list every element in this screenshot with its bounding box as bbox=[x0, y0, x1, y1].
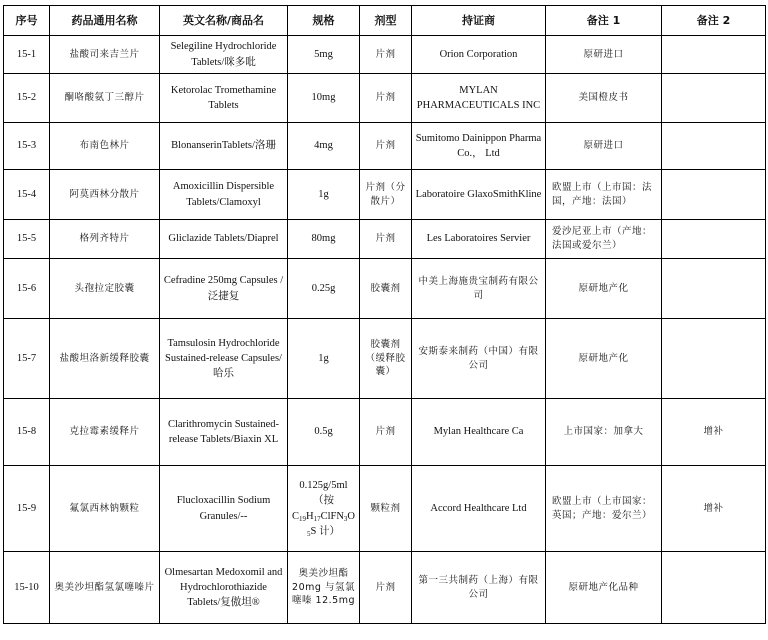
cell-spec: 奥美沙坦酯 20mg 与氢氯噻嗪 12.5mg bbox=[288, 552, 360, 624]
cell-spec: 10mg bbox=[288, 74, 360, 123]
cell-note-1: 原研进口 bbox=[546, 123, 662, 170]
cell-holder: Sumitomo Dainippon Pharma Co.， Ltd bbox=[412, 123, 546, 170]
table-row bbox=[4, 552, 766, 624]
cell-index: 15-5 bbox=[4, 220, 50, 259]
cell-note-2 bbox=[662, 259, 766, 319]
cell-generic-name: 氟氯西林钠颗粒 bbox=[50, 466, 160, 552]
cell-english-name: Cefradine 250mg Capsules /泛捷复 bbox=[160, 259, 288, 319]
cell-index: 15-9 bbox=[4, 466, 50, 552]
cell-holder: MYLAN PHARMACEUTICALS INC bbox=[412, 74, 546, 123]
cell-note-1: 爱沙尼亚上市（产地：法国或爱尔兰） bbox=[546, 220, 662, 259]
cell-spec: 0.125g/5ml（按 $C_{19}H_{17}ClFN_3O_5S$ 计） bbox=[288, 466, 360, 552]
cell-english-name: Tamsulosin Hydrochloride Sustained-release Capsules/哈乐 bbox=[160, 319, 288, 399]
cell-note-1: 原研地产化 bbox=[546, 319, 662, 399]
cell-generic-name: 奥美沙坦酯氢氯噻嗪片 bbox=[50, 552, 160, 624]
cell-note-1: 原研进口 bbox=[546, 36, 662, 74]
cell-generic-name: 盐酸司来吉兰片 bbox=[50, 36, 160, 74]
cell-spec: 80mg bbox=[288, 220, 360, 259]
cell-dosage-form: 片剂 bbox=[360, 123, 412, 170]
cell-english-name: Selegiline Hydrochloride Tablets/咪多吡 bbox=[160, 36, 288, 74]
cell-note-2 bbox=[662, 36, 766, 74]
cell-index: 15-1 bbox=[4, 36, 50, 74]
cell-english-name: Olmesartan Medoxomil and Hydrochlorothiazide Tablets/复傲坦® bbox=[160, 552, 288, 624]
cell-note-2 bbox=[662, 552, 766, 624]
cell-dosage-form: 片剂 bbox=[360, 74, 412, 123]
table-row bbox=[4, 466, 766, 552]
cell-note-2 bbox=[662, 170, 766, 220]
cell-generic-name: 布南色林片 bbox=[50, 123, 160, 170]
cell-dosage-form: 胶囊剂 bbox=[360, 259, 412, 319]
cell-note-1: 上市国家：加拿大 bbox=[546, 399, 662, 466]
table-row bbox=[4, 220, 766, 259]
cell-note-1: 原研地产化 bbox=[546, 259, 662, 319]
cell-english-name: Ketorolac Tromethamine Tablets bbox=[160, 74, 288, 123]
cell-generic-name: 阿莫西林分散片 bbox=[50, 170, 160, 220]
cell-holder: 安斯泰来制药（中国）有限公司 bbox=[412, 319, 546, 399]
header-spec: 规格 bbox=[288, 6, 360, 36]
cell-spec: 4mg bbox=[288, 123, 360, 170]
header-dosage-form: 剂型 bbox=[360, 6, 412, 36]
cell-holder: 中美上海施贵宝制药有限公司 bbox=[412, 259, 546, 319]
table-row bbox=[4, 74, 766, 123]
cell-generic-name: 头孢拉定胶囊 bbox=[50, 259, 160, 319]
cell-note-1: 欧盟上市（上市国家：英国；产地：爱尔兰） bbox=[546, 466, 662, 552]
cell-note-2 bbox=[662, 220, 766, 259]
header-english-name: 英文名称/商品名 bbox=[160, 6, 288, 36]
cell-spec: 0.5g bbox=[288, 399, 360, 466]
cell-index: 15-8 bbox=[4, 399, 50, 466]
cell-dosage-form: 片剂 bbox=[360, 220, 412, 259]
header-holder: 持证商 bbox=[412, 6, 546, 36]
cell-note-2: 增补 bbox=[662, 466, 766, 552]
cell-dosage-form: 片剂 bbox=[360, 36, 412, 74]
table-row bbox=[4, 36, 766, 74]
cell-note-1: 美国橙皮书 bbox=[546, 74, 662, 123]
cell-holder: 第一三共制药（上海）有限公司 bbox=[412, 552, 546, 624]
cell-english-name: Clarithromycin Sustained-release Tablets/Biaxin XL bbox=[160, 399, 288, 466]
header-index: 序号 bbox=[4, 6, 50, 36]
cell-note-2 bbox=[662, 123, 766, 170]
header-note-1: 备注 1 bbox=[546, 6, 662, 36]
cell-note-2 bbox=[662, 74, 766, 123]
cell-spec: 5mg bbox=[288, 36, 360, 74]
cell-generic-name: 酮咯酸氨丁三醇片 bbox=[50, 74, 160, 123]
cell-holder: Accord Healthcare Ltd bbox=[412, 466, 546, 552]
cell-english-name: Gliclazide Tablets/Diaprel bbox=[160, 220, 288, 259]
cell-index: 15-7 bbox=[4, 319, 50, 399]
cell-dosage-form: 颗粒剂 bbox=[360, 466, 412, 552]
cell-spec: 1g bbox=[288, 319, 360, 399]
header-generic-name: 药品通用名称 bbox=[50, 6, 160, 36]
cell-holder: Laboratoire GlaxoSmithKline bbox=[412, 170, 546, 220]
cell-index: 15-3 bbox=[4, 123, 50, 170]
table-row bbox=[4, 319, 766, 399]
cell-note-1: 欧盟上市（上市国：法国，产地：法国） bbox=[546, 170, 662, 220]
cell-note-1: 原研地产化品种 bbox=[546, 552, 662, 624]
cell-spec: 1g bbox=[288, 170, 360, 220]
cell-index: 15-4 bbox=[4, 170, 50, 220]
cell-index: 15-2 bbox=[4, 74, 50, 123]
cell-holder: Orion Corporation bbox=[412, 36, 546, 74]
cell-english-name: BlonanserinTablets/洛珊 bbox=[160, 123, 288, 170]
header-note-2: 备注 2 bbox=[662, 6, 766, 36]
cell-generic-name: 格列齐特片 bbox=[50, 220, 160, 259]
cell-holder: Les Laboratoires Servier bbox=[412, 220, 546, 259]
cell-dosage-form: 片剂（分散片） bbox=[360, 170, 412, 220]
cell-note-2: 增补 bbox=[662, 399, 766, 466]
cell-spec: 0.25g bbox=[288, 259, 360, 319]
cell-note-2 bbox=[662, 319, 766, 399]
cell-generic-name: 克拉霉素缓释片 bbox=[50, 399, 160, 466]
cell-generic-name: 盐酸坦洛新缓释胶囊 bbox=[50, 319, 160, 399]
cell-index: 15-6 bbox=[4, 259, 50, 319]
table-row bbox=[4, 123, 766, 170]
cell-english-name: Flucloxacillin Sodium Granules/-- bbox=[160, 466, 288, 552]
cell-dosage-form: 胶囊剂（缓释胶囊） bbox=[360, 319, 412, 399]
cell-index: 15-10 bbox=[4, 552, 50, 624]
cell-dosage-form: 片剂 bbox=[360, 552, 412, 624]
table-row bbox=[4, 259, 766, 319]
table-row bbox=[4, 399, 766, 466]
drug-table bbox=[3, 5, 766, 624]
header-row bbox=[4, 6, 766, 36]
cell-english-name: Amoxicillin Dispersible Tablets/Clamoxyl bbox=[160, 170, 288, 220]
table-row bbox=[4, 170, 766, 220]
cell-dosage-form: 片剂 bbox=[360, 399, 412, 466]
cell-holder: Mylan Healthcare Ca bbox=[412, 399, 546, 466]
